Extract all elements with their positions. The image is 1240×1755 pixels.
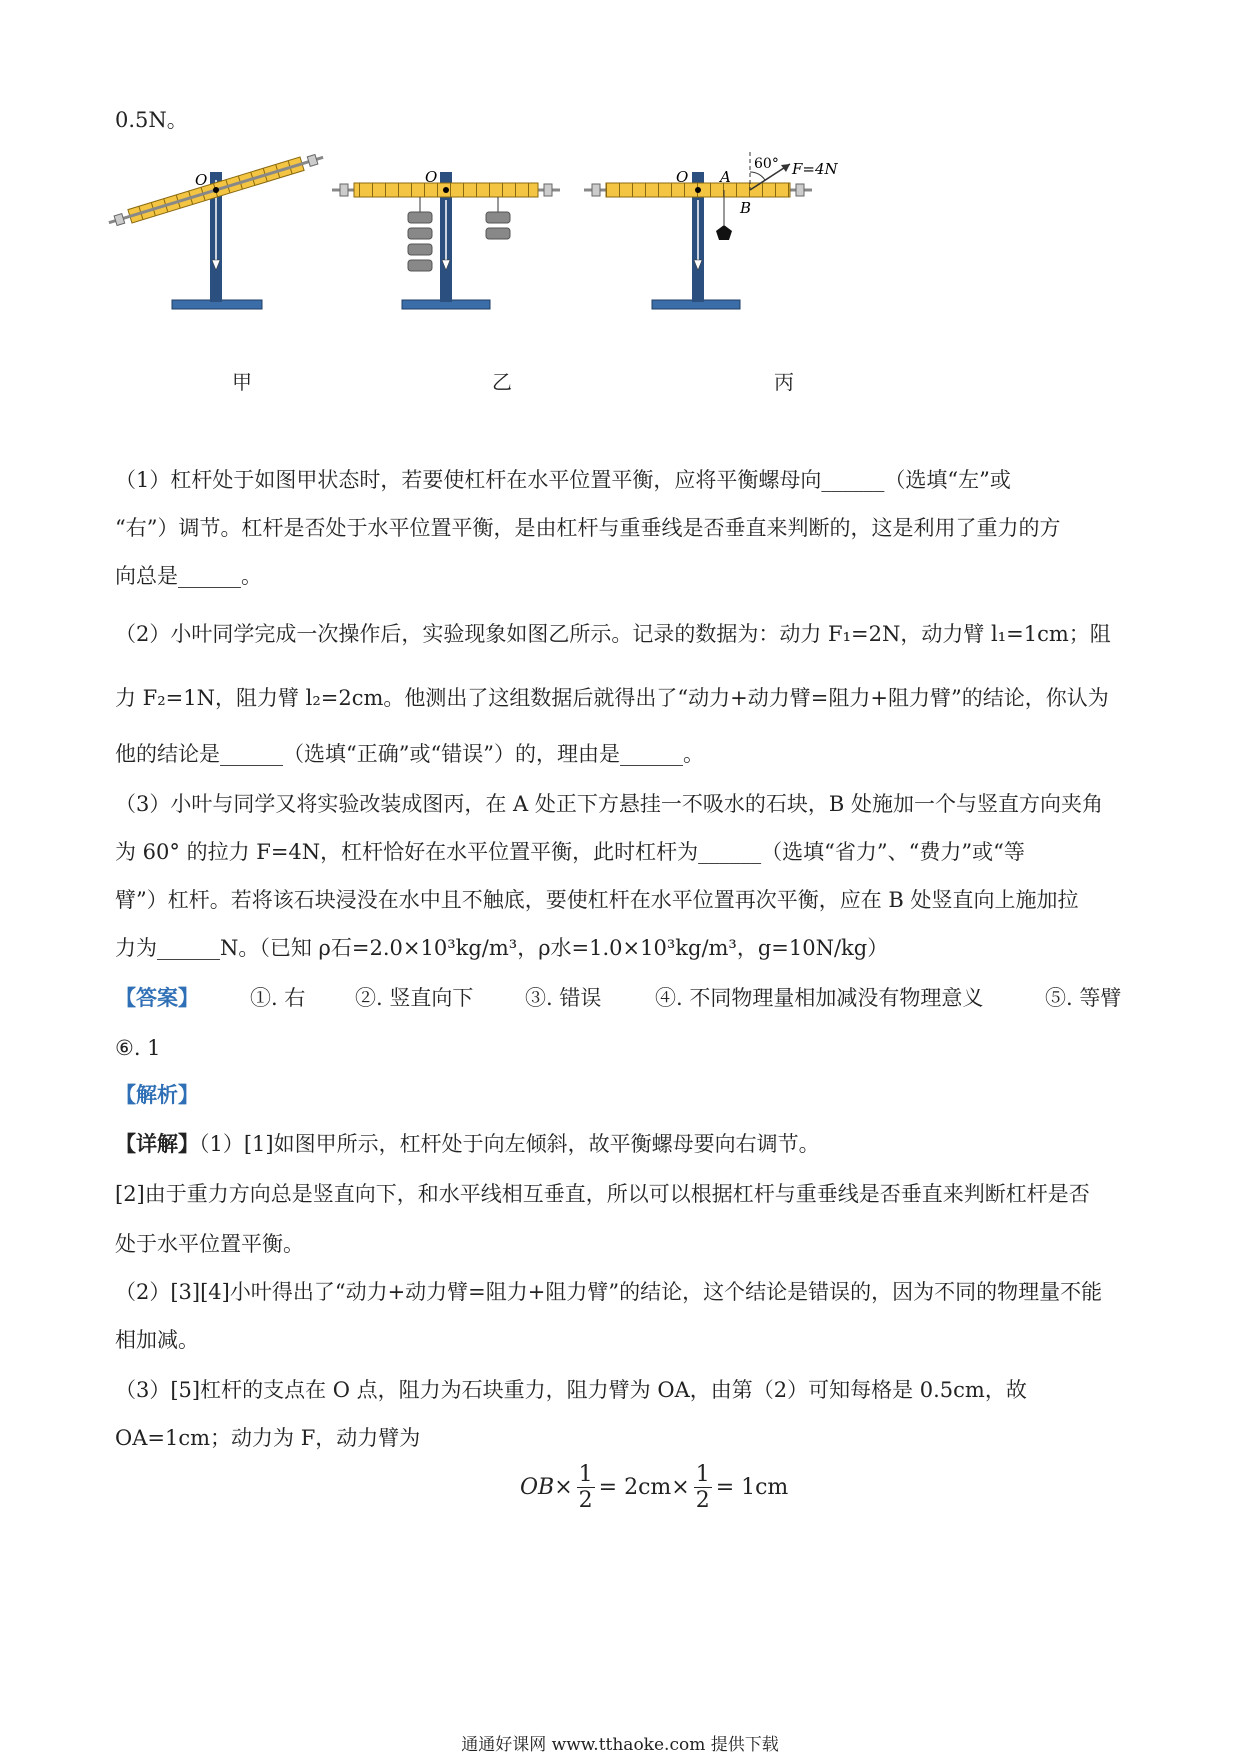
caption-yi: 乙 — [492, 370, 512, 394]
detail-line5: 相加减。 — [115, 1328, 199, 1352]
detail-text-1: （1）[1]如图甲所示，杠杆处于向左倾斜，故平衡螺母要向右调节。 — [199, 1132, 820, 1156]
detail-line4: （2）[3][4]小叶得出了“动力+动力臂=阻力+阻力臂”的结论，这个结论是错误的，因为不同的物理量不能 — [115, 1280, 1103, 1304]
answer-item-6: ⑥. 1 — [115, 1036, 161, 1060]
q1-line3: 向总是______。 — [115, 564, 262, 588]
label-a: A — [720, 168, 731, 186]
label-o: O — [425, 168, 438, 186]
answer-item-3: ③. 错误 — [525, 986, 602, 1010]
q3-line3: 臂”）杠杆。若将该石块浸没在水中且不触底，要使杠杆在水平位置再次平衡，应在 B 处竖直向上施加拉 — [115, 888, 1079, 912]
detail-line7: OA=1cm；动力为 F，动力臂为 — [115, 1426, 421, 1450]
figure-yi — [332, 168, 560, 309]
label-o: O — [676, 168, 689, 186]
figure-jia — [107, 151, 325, 309]
label-o: O — [195, 171, 208, 189]
label-force: F=4N — [792, 160, 838, 178]
fraction-1-num: 1 — [578, 1462, 593, 1487]
q2-line1: （2）小叶同学完成一次操作后，实验现象如图乙所示。记录的数据为：动力 F₁=2N，动力臂 l₁=1cm；阻 — [115, 622, 1111, 646]
caption-jia: 甲 — [232, 370, 252, 394]
q3-line2: 为 60° 的拉力 F=4N，杠杆恰好在水平位置平衡，此时杠杆为______（选填“省力”、“费力”或“等 — [115, 840, 1025, 864]
detail-line6: （3）[5]杠杆的支点在 O 点，阻力为石块重力，阻力臂为 OA，由第（2）可知每格是 0.5cm，故 — [115, 1378, 1027, 1402]
answer-item-1: ①. 右 — [250, 986, 306, 1010]
answer-item-4: ④. 不同物理量相加减没有物理意义 — [655, 986, 984, 1010]
q1-line2: “右”）调节。杠杆是否处于水平位置平衡，是由杠杆与重垂线是否垂直来判断的，这是利用了重力的方 — [115, 516, 1061, 540]
analysis-tag: 【解析】 — [115, 1082, 199, 1107]
fraction-1-den: 2 — [578, 1488, 593, 1513]
answer-item-2: ②. 竖直向下 — [355, 986, 474, 1010]
q3-line4: 力为______N。（已知 ρ石=2.0×10³kg/m³，ρ水=1.0×10³kg/m³，g=10N/kg） — [115, 936, 889, 960]
caption-bing: 丙 — [774, 370, 794, 394]
label-angle: 60° — [754, 156, 779, 172]
fraction-2-den: 2 — [695, 1488, 710, 1513]
detail-line2: [2]由于重力方向总是竖直向下，和水平线相互垂直，所以可以根据杠杆与重垂线是否垂直来判断杠杆是否 — [115, 1182, 1090, 1206]
q3-line1: （3）小叶与同学又将实验改装成图丙，在 A 处正下方悬挂一不吸水的石块，B 处施加一个与竖直方向夹角 — [115, 792, 1103, 816]
footer: 通通好课网 www.tthaoke.com 提供下载 — [461, 1735, 779, 1755]
lever-figure — [100, 150, 980, 400]
fraction-2 — [694, 1462, 712, 1513]
answer-tag: 【答案】 — [115, 985, 199, 1010]
figure-bing — [584, 152, 839, 309]
formula-left: OB× — [520, 1475, 573, 1500]
top-text: 0.5N。 — [115, 108, 188, 132]
fraction-2-num: 1 — [695, 1462, 710, 1487]
detail-tag: 【详解】 — [115, 1131, 199, 1156]
q2-line3: 他的结论是______（选填“正确”或“错误”）的，理由是______。 — [115, 742, 704, 766]
answer-item-5: ⑤. 等臂 — [1045, 986, 1122, 1010]
formula-right: = 1cm — [715, 1475, 789, 1500]
fraction-1 — [577, 1462, 595, 1513]
label-b: B — [740, 199, 752, 217]
formula — [520, 1462, 788, 1513]
q1-line1: （1）杠杆处于如图甲状态时，若要使杠杆在水平位置平衡，应将平衡螺母向______（选填“左”或 — [115, 468, 1011, 492]
detail-line3: 处于水平位置平衡。 — [115, 1232, 304, 1256]
q2-line2: 力 F₂=1N，阻力臂 l₂=2cm。他测出了这组数据后就得出了“动力+动力臂=阻力+阻力臂”的结论，你认为 — [115, 686, 1109, 710]
formula-mid: = 2cm× — [598, 1475, 690, 1500]
detail-line1 — [115, 1130, 820, 1158]
